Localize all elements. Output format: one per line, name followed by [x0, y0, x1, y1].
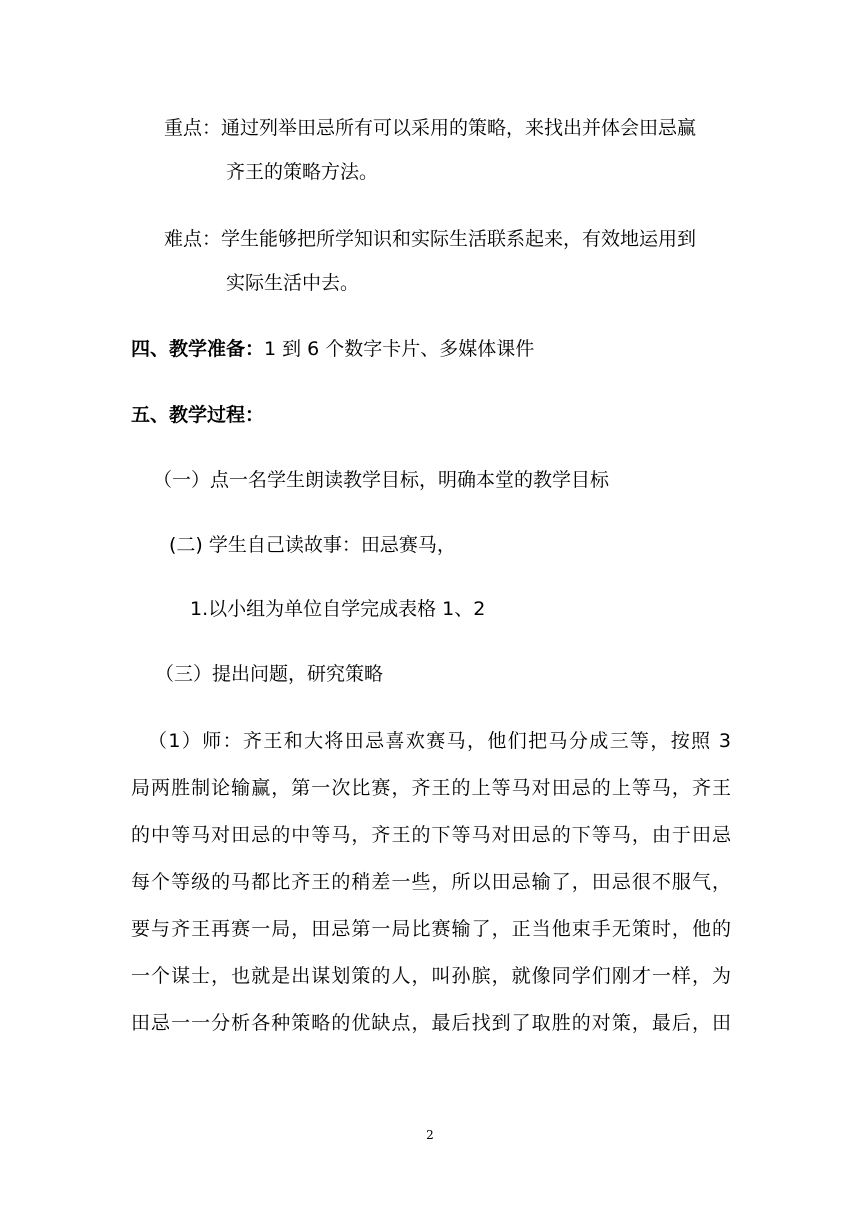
story-line-3: 的中等马对田忌的中等马，齐王的下等马对田忌的下等马，由于田忌: [131, 824, 731, 846]
section-4-content: 1 到 6 个数字卡片、多媒体课件: [264, 338, 535, 360]
story-line-2: 局两胜制论输赢，第一次比赛，齐王的上等马对田忌的上等马，齐王: [131, 777, 731, 799]
step-1: （一）点一名学生朗读教学目标，明确本堂的教学目标: [153, 469, 610, 491]
page-number: 2: [426, 1128, 434, 1142]
step-3: （三）提出问题，研究策略: [155, 663, 384, 685]
story-line-7: 田忌一一分析各种策略的优缺点，最后找到了取胜的对策，最后，田: [131, 1012, 731, 1034]
story-line-4: 每个等级的马都比齐王的稍差一些，所以田忌输了，田忌很不服气，: [131, 871, 731, 893]
key-point-text: 通过列举田忌所有可以采用的策略，来找出并体会田忌赢: [221, 117, 697, 139]
section-4: [131, 336, 534, 362]
difficult-point-line-1: [164, 226, 696, 252]
story-line-1: （1）师：齐王和大将田忌喜欢赛马，他们把马分成三等，按照 3: [148, 730, 731, 752]
section-5-heading: 五、教学过程：: [131, 404, 265, 426]
difficult-point-line-2: 实际生活中去。: [226, 272, 360, 294]
key-point-label: 重点：: [164, 117, 222, 139]
key-point-line-2: 齐王的策略方法。: [226, 161, 379, 183]
key-point-line-1: [164, 115, 696, 141]
section-4-heading: 四、教学准备：: [131, 338, 265, 360]
difficult-point-text: 学生能够把所学知识和实际生活联系起来，有效地运用到: [221, 228, 697, 250]
step-2-sub: 1.以小组为单位自学完成表格 1、2: [190, 598, 486, 620]
difficult-point-label: 难点：: [164, 228, 222, 250]
story-line-5: 要与齐王再赛一局，田忌第一局比赛输了，正当他束手无策时，他的: [131, 918, 731, 940]
step-2: (二) 学生自己读故事：田忌赛马，: [169, 534, 456, 556]
story-line-6: 一个谋士，也就是出谋划策的人，叫孙膑，就像同学们刚才一样，为: [131, 965, 731, 987]
